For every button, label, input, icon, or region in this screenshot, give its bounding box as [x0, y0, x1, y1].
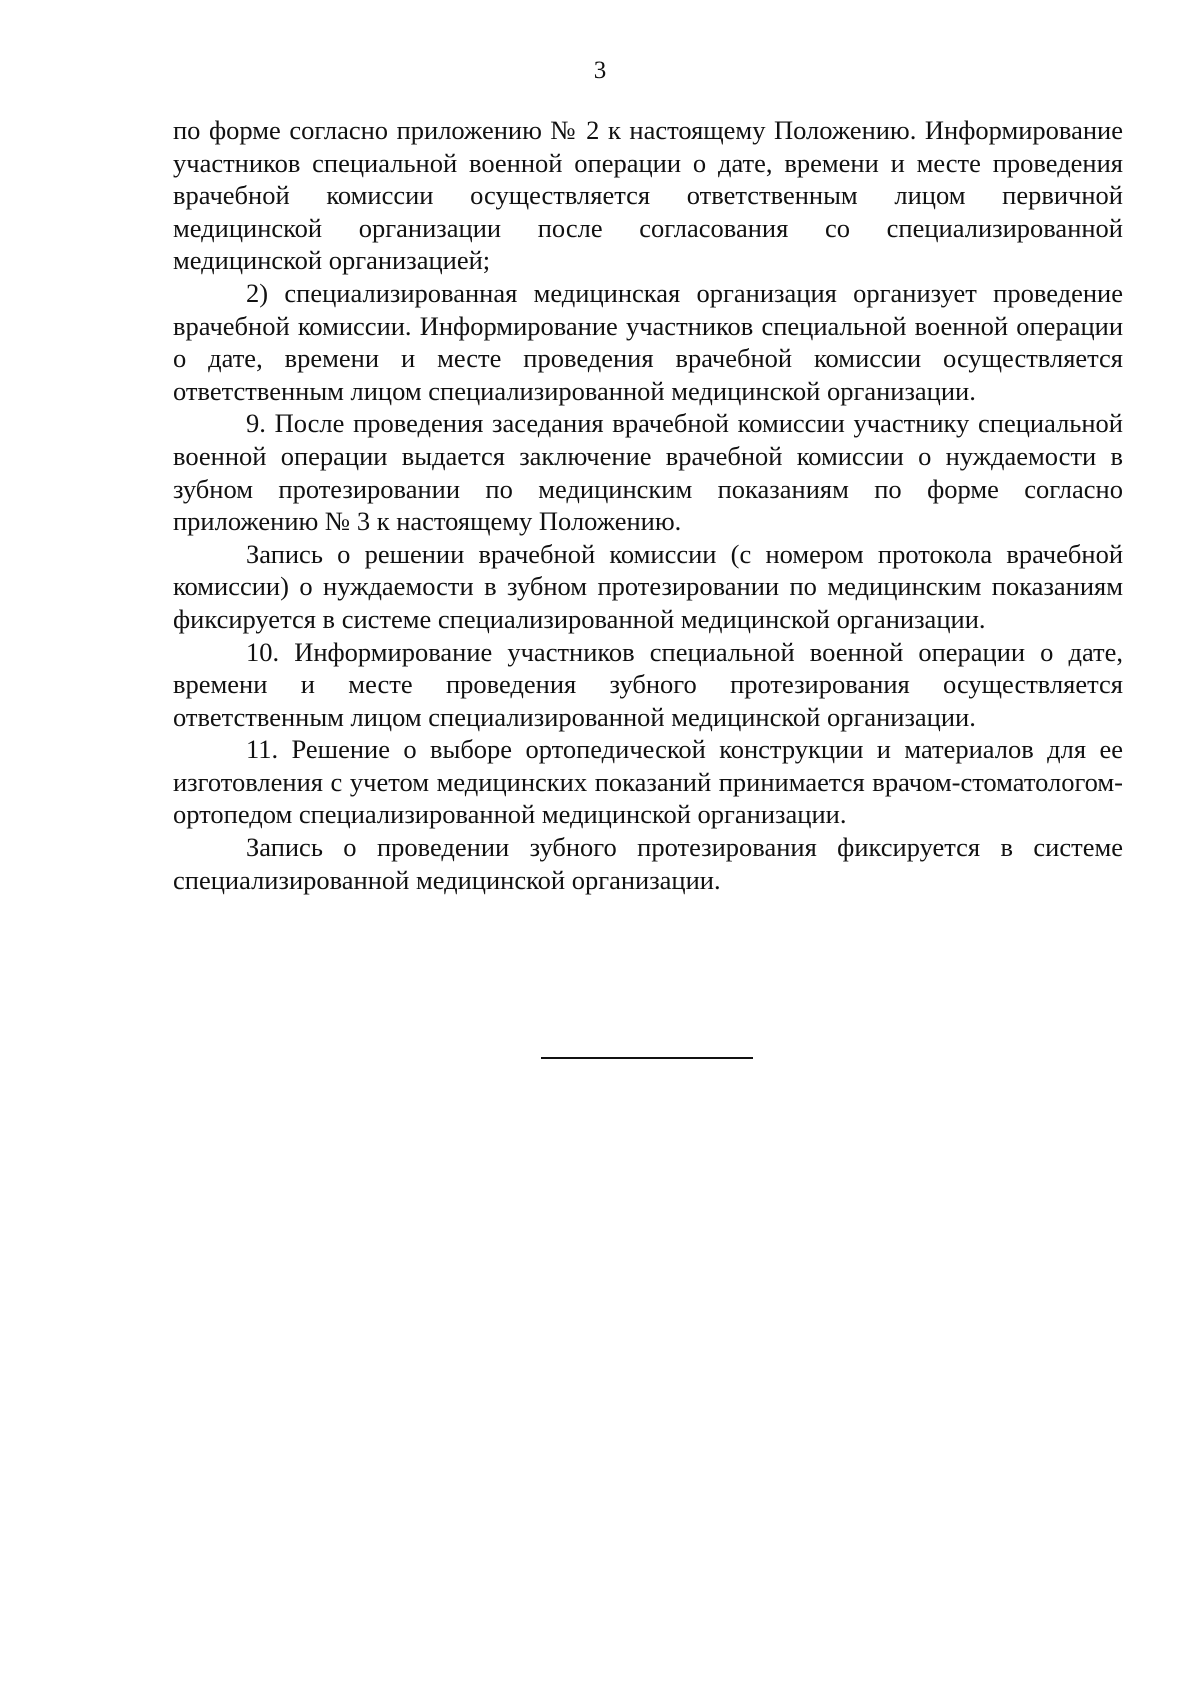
paragraph-record-decision: Запись о решении врачебной комиссии (с номером протокола врачебной комиссии) о нуждаемости в зубном протезировании по медицинским показаниям фиксируется в системе специализированной медицинской организации. — [173, 538, 1123, 634]
end-of-document-rule — [541, 1057, 753, 1059]
document-body — [173, 114, 1123, 896]
paragraph-10: 10. Информирование участников специальной военной операции о дате, времени и месте проведения зубного протезирования осуществляется ответственным лицом специализированной медицинской организации. — [173, 636, 1123, 732]
paragraph-item-2: 2) специализированная медицинская организация организует проведение врачебной комиссии. Информирование участников специальной военной операции о дате, времени и месте проведения врачебной комиссии осуществляется ответственным лицом специализированной медицинской организации. — [173, 277, 1123, 406]
page-number: 3 — [593, 57, 607, 84]
paragraph-9: 9. После проведения заседания врачебной комиссии участнику специальной военной операции выдается заключение врачебной комиссии о нуждаемости в зубном протезировании по медицинским показаниям по форме согласно приложению № 3 к настоящему Положению. — [173, 408, 1123, 537]
paragraph-record-prosthetics: Запись о проведении зубного протезирования фиксируется в системе специализированной медицинской организации. — [173, 832, 1123, 895]
paragraph-11: 11. Решение о выборе ортопедической конструкции и материалов для ее изготовления с учетом медицинских показаний принимается врачом-стоматологом-ортопедом специализированной медицинской организации. — [173, 734, 1123, 830]
paragraph-continuation: по форме согласно приложению № 2 к настоящему Положению. Информирование участников специальной военной операции о дате, времени и месте проведения врачебной комиссии осуществляется ответственным лицом первичной медицинской организации после согласования со специализированной медицинской организацией; — [173, 115, 1123, 276]
